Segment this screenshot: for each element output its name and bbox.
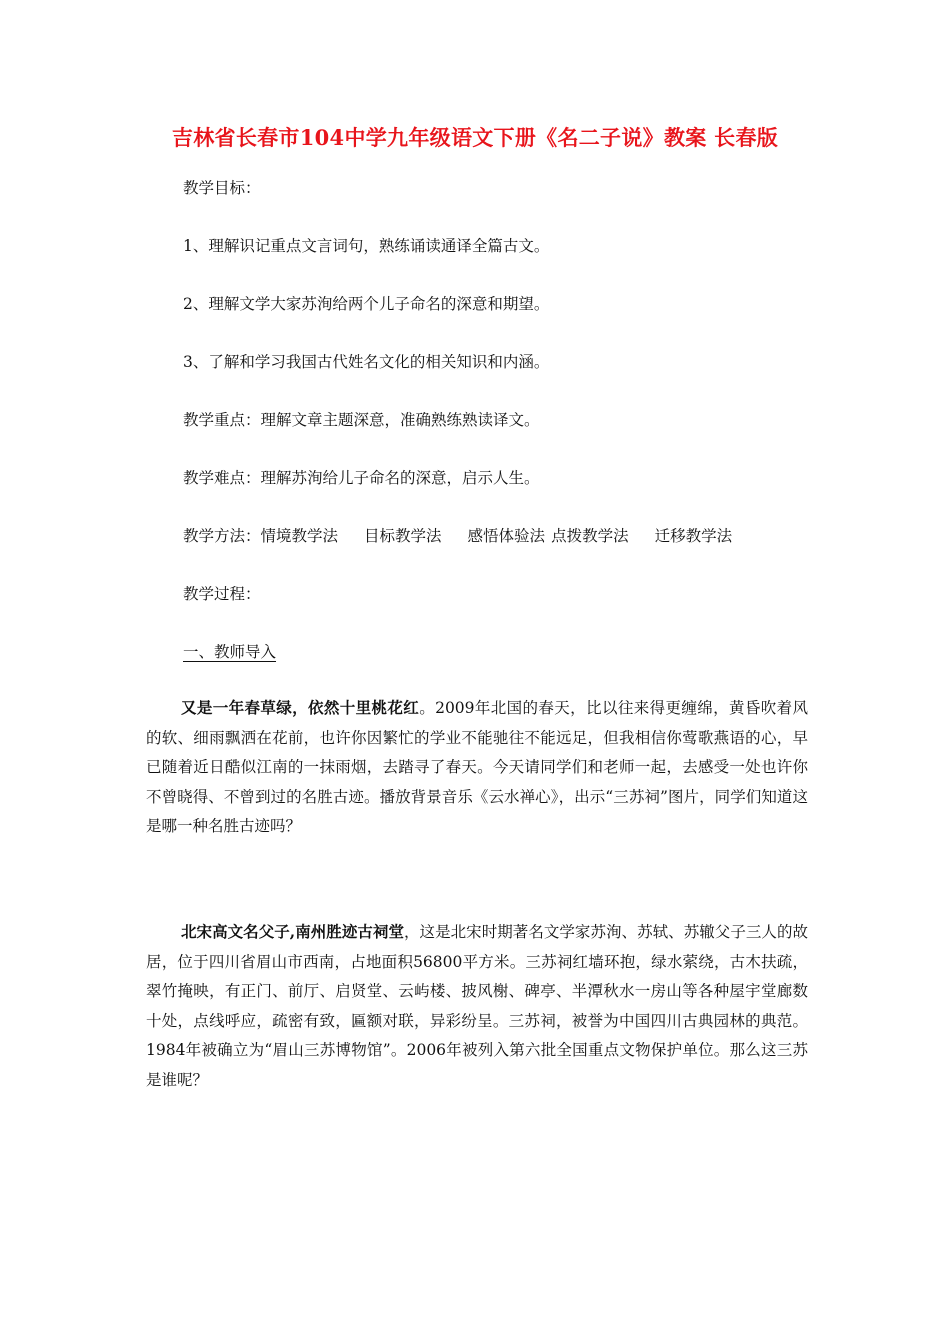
method-item: 迁移教学法 xyxy=(654,527,733,545)
method-item: 情境教学法 xyxy=(260,527,339,545)
process-heading: 教学过程： xyxy=(183,585,261,603)
methods-label: 教学方法： xyxy=(183,527,261,545)
paragraph-text: 。2009年北国的春天，比以往来得更缠绵，黄昏吹着风的软、细雨飘洒在花前，也许你因繁忙的学业不能驰往不能远足，但我相信你莺歌燕语的心，早已随着近日酷似江南的一抹雨烟，去踏寻了春天。今天请同学们和老师一起，去感受一处也许你不曾晓得、不曾到过的名胜古迹。播放背景音乐《云水禅心》，出示“三苏祠”图片，同学们知道这是哪一种名胜古迹吗？ xyxy=(146,699,808,835)
paragraph-lead: 又是一年春草绿，依然十里桃花红 xyxy=(181,698,420,717)
method-item: 目标教学法 xyxy=(364,527,442,545)
intro-paragraph xyxy=(146,693,808,842)
paragraph-text: ，这是北宋时期著名文学家苏洵、苏轼、苏辙父子三人的故居，位于四川省眉山市西南，占地面积56800平方米。三苏祠红墙环抱，绿水萦绕，古木扶疏，翠竹掩映，有正门、前厅、启贤堂、云屿楼、披风榭、碑亭、半潭秋水一房山等各种屋宇堂廊数十处，点线呼应，疏密有致，匾额对联，异彩纷呈。三苏祠，被誉为中国四川古典园林的典范。1984年被确立为“眉山三苏博物馆”。2006年被列入第六批全国重点文物保护单位。那么这三苏是谁呢？ xyxy=(146,923,808,1089)
paragraph-lead: 北宋高文名父子,南州胜迹古祠堂 xyxy=(181,922,404,941)
teaching-methods xyxy=(183,524,758,546)
goals-heading: 教学目标： xyxy=(183,179,261,197)
section-heading: 一、教师导入 xyxy=(183,643,277,661)
goal-item-1: 1、理解识记重点文言词句，熟练诵读通译全篇古文。 xyxy=(183,237,550,255)
method-item: 感悟体验法 xyxy=(467,527,546,545)
document-title: 吉林省长春市104中学九年级语文下册《名二子说》教案 长春版 xyxy=(171,125,779,150)
difficulty: 教学难点：理解苏洵给儿子命名的深意，启示人生。 xyxy=(183,469,540,487)
goal-item-2: 2、理解文学大家苏洵给两个儿子命名的深意和期望。 xyxy=(183,295,550,313)
sansu-paragraph xyxy=(146,917,808,1095)
goal-item-3: 3、了解和学习我国古代姓名文化的相关知识和内涵。 xyxy=(183,353,550,371)
method-item: 点拨教学法 xyxy=(551,527,629,545)
key-point: 教学重点：理解文章主题深意，准确熟练熟读译文。 xyxy=(183,411,540,429)
